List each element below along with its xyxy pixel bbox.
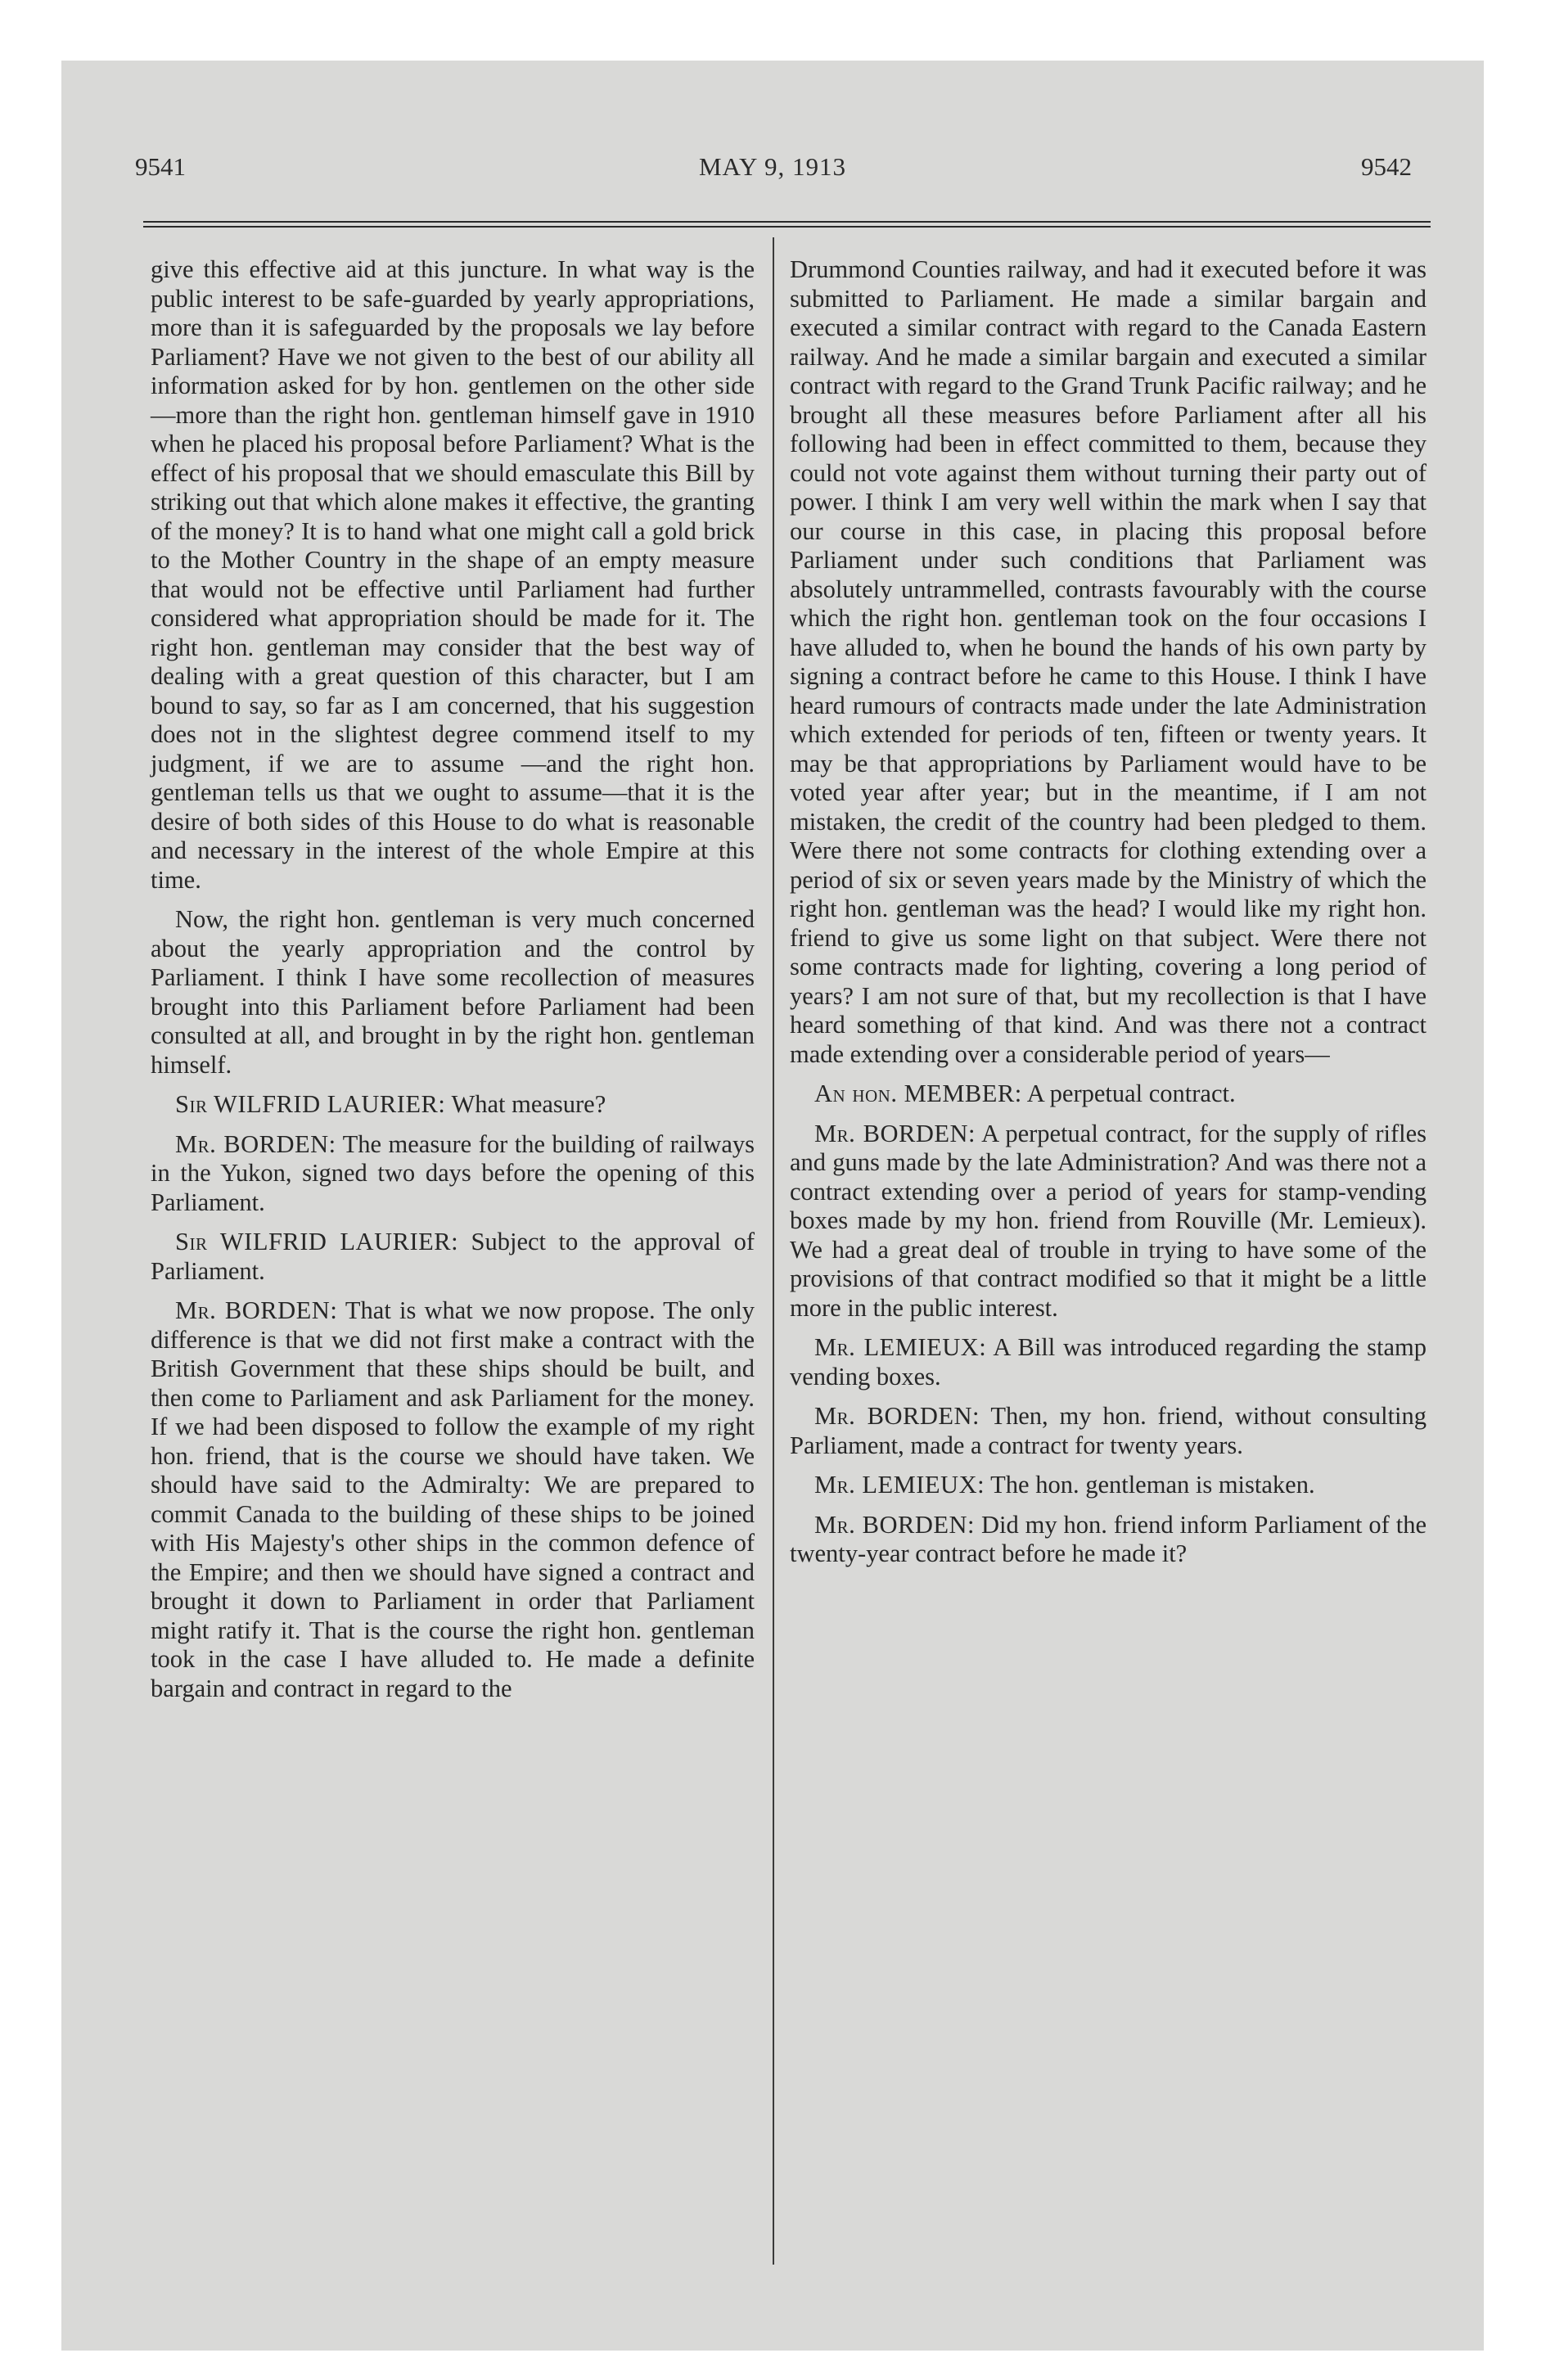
paragraph: Now, the right hon. gentleman is very much concerned about the yearly appropriation and the control by Parliament. I think I have some recollection of measures brought into this Parliament before Parliament had been consulted at all, and brought in by the right hon. gentleman himself.: [151, 905, 755, 1079]
header-rule-top: [143, 221, 1431, 223]
paragraph: Mr. LEMIEUX: The hon. gentleman is mistaken.: [814, 1471, 1315, 1499]
speaker-name: Sir WILFRID LAURIER:: [175, 1228, 459, 1255]
column-divider: [773, 237, 774, 2265]
speaker-name: Mr. BORDEN:: [814, 1510, 976, 1539]
paragraph: Mr. BORDEN: A perpetual contract, for the supply of rifles and guns made by the late Administration? And was there not a contract extending over a period of years for stamp-vending boxes made by my hon. friend from Rouville (Mr. Lemieux). We had a great deal of trouble in trying to have some of the provisions of that contract modified so that it might be a little more in the public interest.: [790, 1119, 1427, 1322]
page-number-right: 9542: [1361, 152, 1412, 181]
speaker-name: An hon. MEMBER:: [814, 1080, 1022, 1107]
speaker-name: Mr. BORDEN:: [175, 1129, 336, 1158]
paragraph: Mr. BORDEN: The measure for the building of railways in the Yukon, signed two days before the opening of this Parliament.: [151, 1129, 755, 1216]
paragraph: Mr. LEMIEUX: A Bill was introduced regarding the stamp vending boxes.: [790, 1333, 1427, 1391]
speaker-name: Mr. BORDEN:: [814, 1402, 980, 1430]
paragraph: give this effective aid at this juncture. In what way is the public interest to be safe-guarded by yearly appropriations, more than it is safeguarded by the proposals we lay before Parliament? Have we not given to the best of our ability all information asked for by hon. gentlemen on the other side—more than the right hon. gentleman himself gave in 1910 when he placed his proposal before Parliament? What is the effect of his proposal that we should emasculate this Bill by striking out that which alone makes it effective, the granting of the money? It is to hand what one might call a gold brick to the Mother Country in the shape of an empty measure that would not be effective until Parliament had further considered what appropriation should be made for it. The right hon. gentleman may consider that the best way of dealing with a great question of this character, but I am bound to say, so far as I am concerned, that his suggestion does not in the slightest degree commend itself to my judgment, if we are to assume —and the right hon. gentleman tells us that we ought to assume—that it is the desire of both sides of this House to do what is reasonable and necessary in the interest of the whole Empire at this time.: [151, 255, 755, 894]
scanned-page: [61, 61, 1484, 2351]
paragraph: Mr. BORDEN: Did my hon. friend inform Parliament of the twenty-year contract before he made it?: [790, 1510, 1427, 1567]
paragraph: Mr. BORDEN: Then, my hon. friend, without consulting Parliament, made a contract for twenty years.: [790, 1402, 1427, 1459]
paragraph: Mr. BORDEN: That is what we now propose. The only difference is that we did not first make a contract with the British Government that these ships should be built, and then come to Parliament and ask Parliament for the money. If we had been disposed to follow the example of my right hon. friend, that is the course we should have taken. We should have said to the Admiralty: We are prepared to commit Canada to the building of these ships to be joined with His Majesty's other ships in the common defence of the Empire; and then we should have signed a contract and brought it down to Parliament in order that Parliament might ratify it. That is the course the right hon. gentleman took in the case I have alluded to. He made a definite bargain and contract in regard to the: [151, 1296, 755, 1702]
paragraph: An hon. MEMBER: A perpetual contract.: [814, 1080, 1236, 1107]
page-header: [61, 152, 1484, 201]
speaker-name: Mr. LEMIEUX:: [814, 1471, 985, 1499]
speaker-name: Mr. BORDEN:: [814, 1119, 976, 1147]
right-column: [790, 255, 1427, 1569]
paragraph: Sir WILFRID LAURIER: What measure?: [175, 1090, 606, 1118]
speaker-name: Mr. BORDEN:: [175, 1296, 338, 1324]
speaker-name: Mr. LEMIEUX:: [814, 1333, 987, 1361]
page-number-left: 9541: [135, 152, 186, 181]
page-date: MAY 9, 1913: [698, 152, 847, 181]
header-rule-bottom: [143, 226, 1431, 228]
left-column: [151, 255, 755, 1703]
speaker-name: Sir WILFRID LAURIER:: [175, 1090, 446, 1118]
paragraph: Drummond Counties railway, and had it executed before it was submitted to Parliament. He made a similar bargain and executed a similar contract with regard to the Canada Eastern railway. And he made a similar bargain and executed a similar contract with regard to the Grand Trunk Pacific railway; and he brought all these measures before Parliament after all his following had been in effect committed to them, because they could not vote against them without turning their party out of power. I think I am very well within the mark when I say that our course in this case, in placing this proposal before Parliament under such conditions that Parliament was absolutely untrammelled, contrasts favourably with the course which the right hon. gentleman took on the four occasions I have alluded to, when he bound the hands of his own party by signing a contract before he came to this House. I think I have heard rumours of contracts made under the late Administration which extended for periods of ten, fifteen or twenty years. It may be that appropriations by Parliament would have to be voted year after year; but in the meantime, if I am not mistaken, the credit of the country had been pledged to them. Were there not some contracts for clothing extending over a period of six or seven years made by the Ministry of which the right hon. gentleman was the head? I would like my right hon. friend to give us some light on that subject. Were there not some contracts made for lighting, covering a long period of years? I am not sure of that, but my recollection is that I have heard something of that kind. And was there not a contract made extending over a considerable period of years—: [790, 255, 1427, 1068]
paragraph: Sir WILFRID LAURIER: Subject to the approval of Parliament.: [151, 1228, 755, 1285]
